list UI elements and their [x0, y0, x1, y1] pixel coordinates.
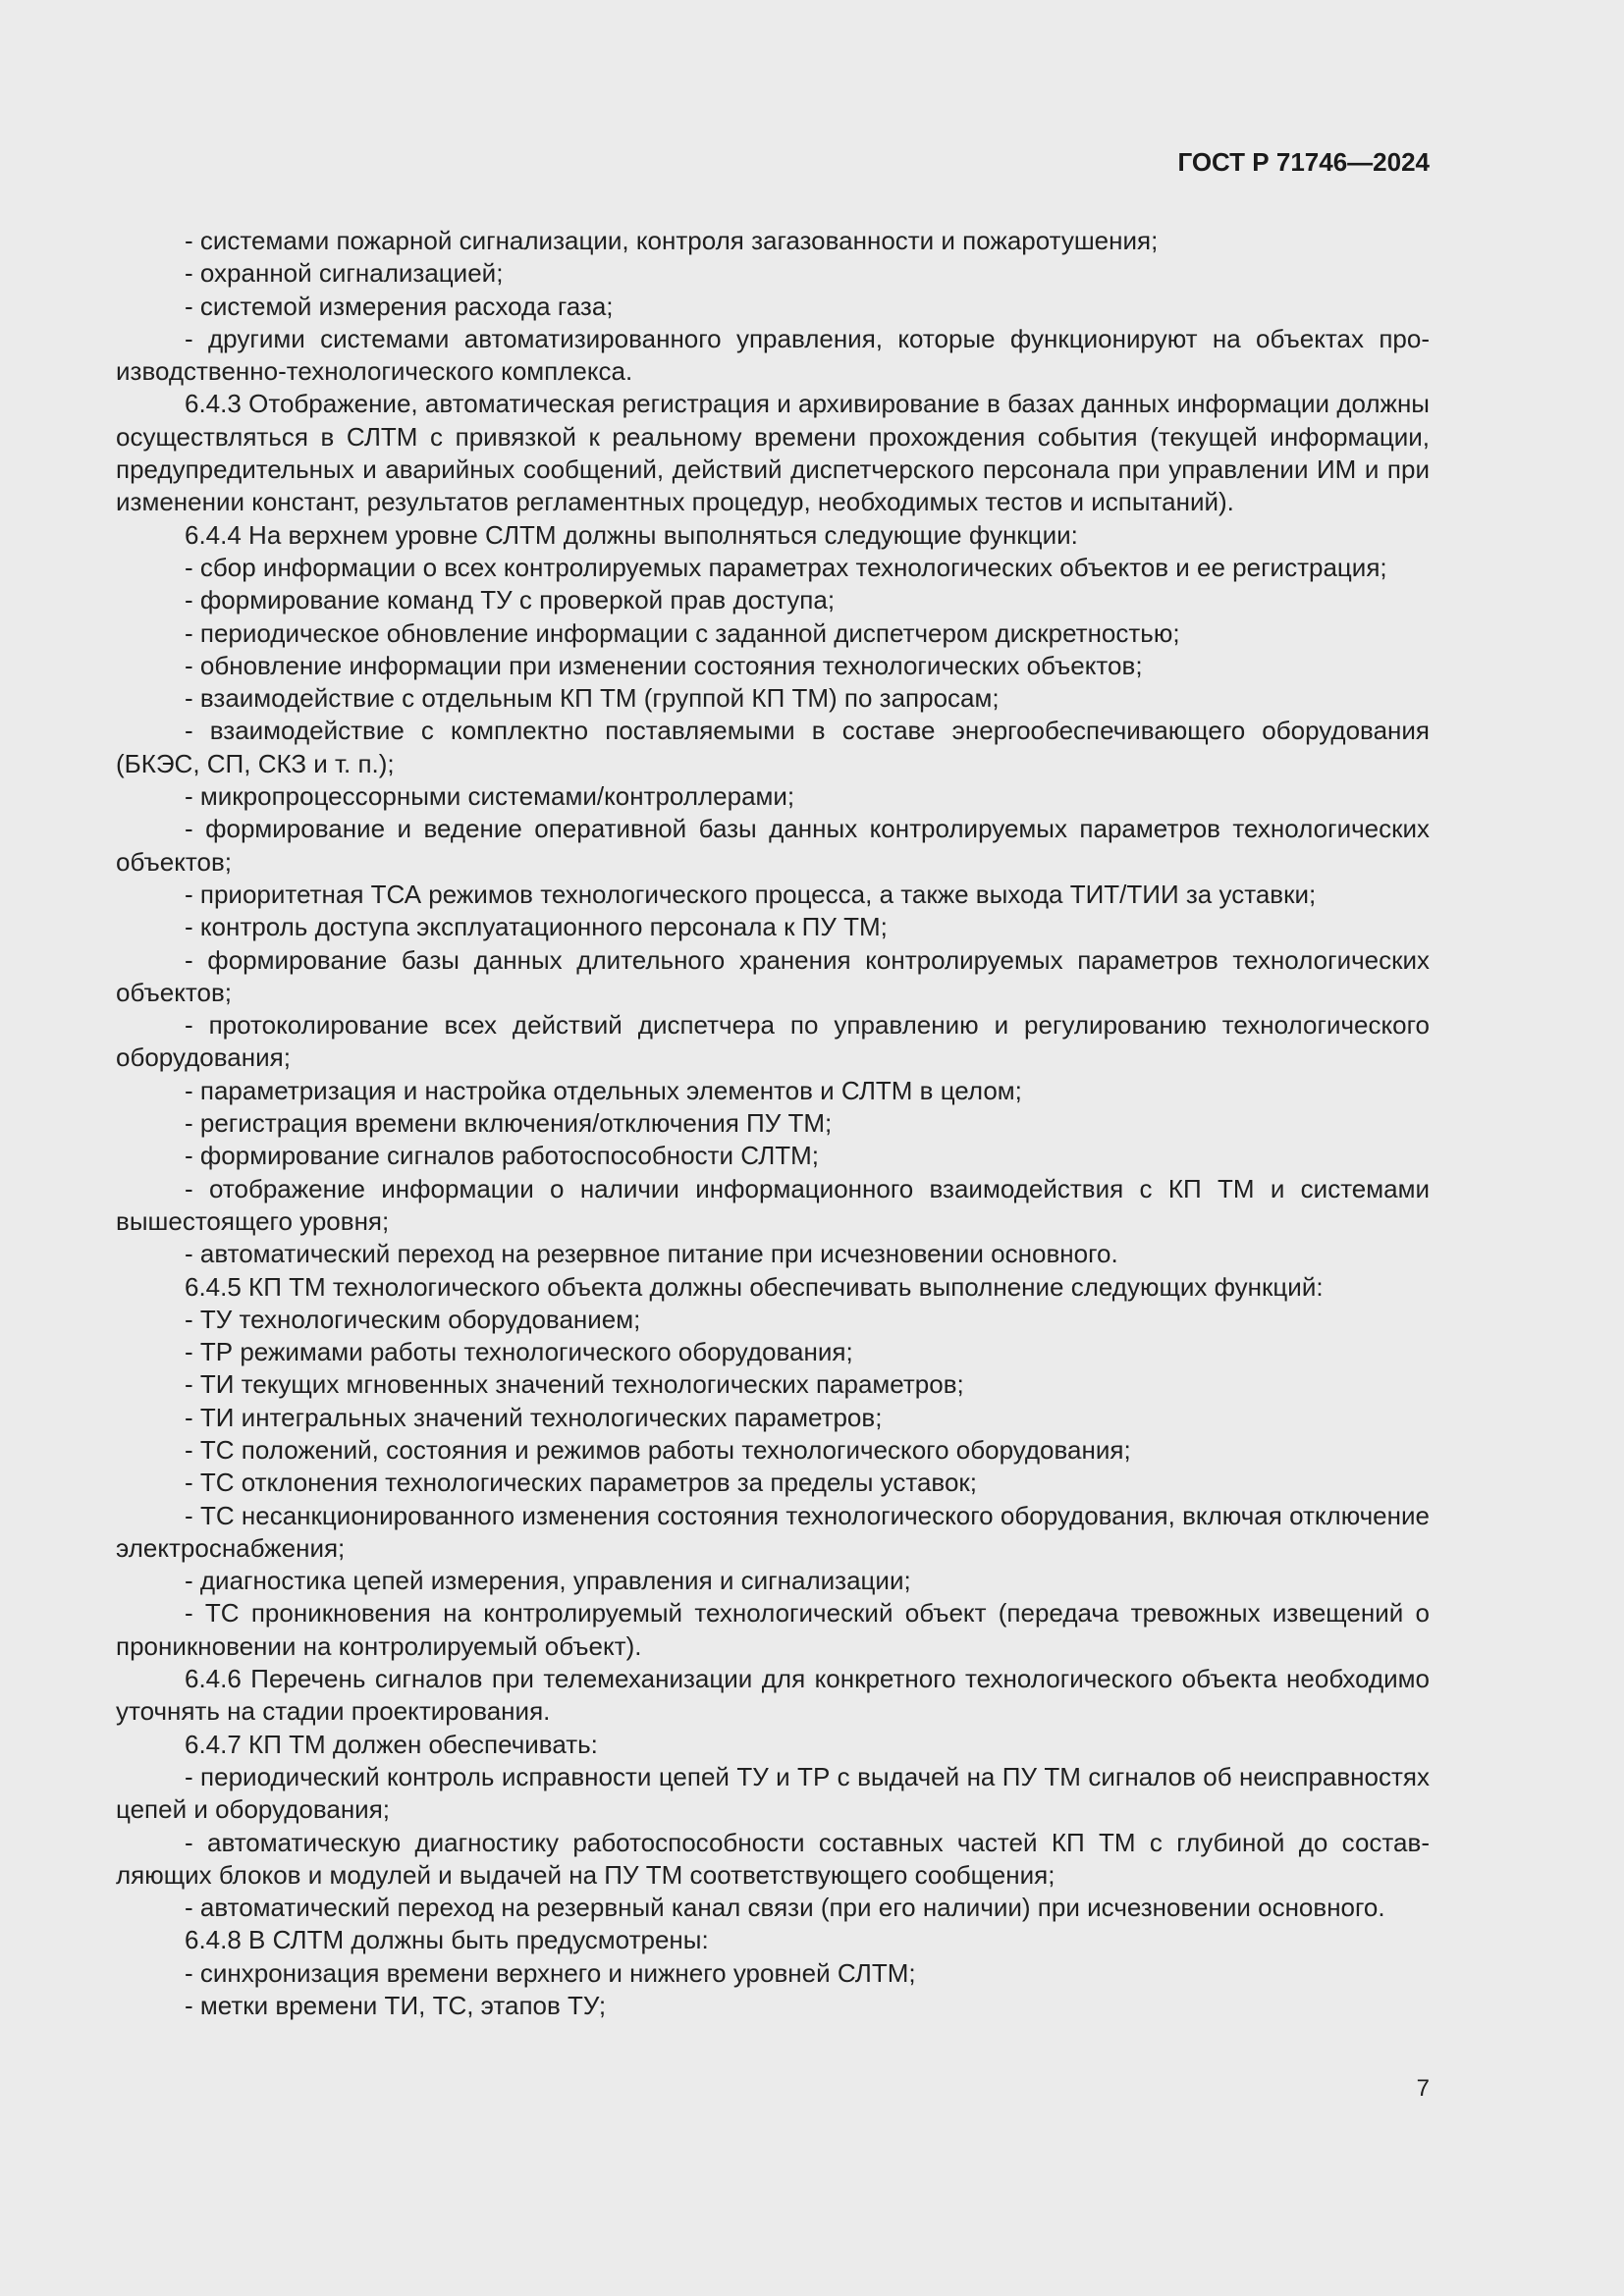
paragraph: - отображение информации о наличии информационного взаимодействия с КП ТМ и системами вышестоящего уровня; [116, 1173, 1430, 1236]
paragraph: - ТИ текущих мгновенных значений технологических параметров; [185, 1369, 964, 1400]
paragraph: - диагностика цепей измерения, управления и сигнализации; [185, 1566, 911, 1596]
paragraph: - микропроцессорными системами/контроллерами; [185, 781, 795, 812]
paragraph: - ТР режимами работы технологического оборудования; [185, 1337, 853, 1367]
paragraph: - периодический контроль исправности цепей ТУ и ТР с выдачей на ПУ ТМ сигналов об неисправностях цепей и оборудования; [116, 1761, 1430, 1825]
paragraph: - системой измерения расхода газа; [185, 291, 614, 321]
page-number: 7 [1416, 2075, 1430, 2102]
paragraph: - ТС проникновения на контролируемый технологический объект (передача тревожных извещений о проникновении на контролируемый объект). [116, 1598, 1430, 1661]
paragraph: - формирование и ведение оперативной базы данных контролируемых параметров технологических объектов; [116, 814, 1430, 877]
paragraph: - автоматическую диагностику работоспособности составных частей КП ТМ с глубиной до составляющих блоков и модулей и выдачей на ПУ ТМ соответствующего сообщения; [116, 1827, 1430, 1890]
paragraph: - формирование сигналов работоспособности СЛТМ; [185, 1141, 820, 1171]
paragraph: - параметризация и настройка отдельных элементов и СЛТМ в целом; [185, 1075, 1022, 1105]
paragraph: - ТС несанкционированного изменения состояния технологического оборудования, включая отключение электроснабжения; [116, 1500, 1430, 1563]
paragraph: - метки времени ТИ, ТС, этапов ТУ; [185, 1991, 607, 2021]
paragraph: 6.4.7 КП ТМ должен обеспечивать: [185, 1729, 598, 1759]
paragraph: 6.4.3 Отображение, автоматическая регистрация и архивирование в базах данных информации должны осуществляться в СЛТМ с привязкой к реальному времени прохождения события (текущей информации, предупредительных и аварийных сообщений, действий диспетчерского персонала при управлении ИМ и при изменении констант, результатов регламентных процедур, необходимых тестов и испытаний). [116, 389, 1430, 517]
paragraph: 6.4.5 КП ТМ технологического объекта должны обеспечивать выполнение следующих функций: [185, 1271, 1324, 1302]
paragraph: 6.4.6 Перечень сигналов при телемеханизации для конкретного технологического объекта необходимо уточнять на стадии проектирования. [116, 1664, 1430, 1727]
paragraph: - автоматический переход на резервное питание при исчезновении основного. [185, 1239, 1118, 1269]
paragraph: - ТС положений, состояния и режимов работы технологического оборудования; [185, 1434, 1131, 1465]
paragraph: - взаимодействие с отдельным КП ТМ (группой КП ТМ) по запросам; [185, 683, 1000, 714]
paragraph: - системами пожарной сигнализации, контроля загазованности и пожаротушения; [185, 226, 1159, 255]
paragraph: 6.4.4 На верхнем уровне СЛТМ должны выполняться следующие функции: [185, 519, 1078, 550]
paragraph: - регистрация времени включения/отключения ПУ ТМ; [185, 1108, 833, 1139]
paragraph: - обновление информации при изменении состояния технологических объектов; [185, 650, 1143, 680]
paragraph: - ТИ интегральных значений технологических параметров; [185, 1402, 883, 1432]
paragraph: - приоритетная ТСА режимов технологического процесса, а также выхода ТИТ/ТИИ за уставки; [185, 879, 1317, 909]
document-body [116, 225, 1430, 2022]
paragraph: - периодическое обновление информации с заданной диспетчером дискретностью; [185, 617, 1180, 648]
document-header: ГОСТ Р 71746—2024 [1177, 147, 1430, 177]
paragraph: - автоматический переход на резервный канал связи (при его наличии) при исчезновении основного. [185, 1893, 1385, 1923]
paragraph: - синхронизация времени верхнего и нижнего уровней СЛТМ; [185, 1957, 916, 1988]
paragraph: - формирование базы данных длительного хранения контролируемых параметров технологических объектов; [116, 944, 1430, 1007]
paragraph: 6.4.8 В СЛТМ должны быть предусмотрены: [185, 1925, 709, 1955]
paragraph: - сбор информации о всех контролируемых параметрах технологических объектов и ее регистрация; [185, 552, 1387, 582]
paragraph: - охранной сигнализацией; [185, 258, 504, 289]
paragraph: - взаимодействие с комплектно поставляемыми в составе энергообеспечивающего оборудования (БКЭС, СП, СКЗ и т. п.); [116, 716, 1430, 778]
paragraph: - контроль доступа эксплуатационного персонала к ПУ ТМ; [185, 912, 888, 942]
paragraph: - ТУ технологическим оборудованием; [185, 1304, 641, 1334]
paragraph: - ТС отклонения технологических параметров за пределы уставок; [185, 1468, 978, 1498]
paragraph: - протоколирование всех действий диспетчера по управлению и регулированию технологического оборудования; [116, 1010, 1430, 1073]
paragraph: - формирование команд ТУ с проверкой прав доступа; [185, 585, 836, 615]
paragraph: - другими системами автоматизированного управления, которые функционируют на объектах производственно-технологического комплекса. [116, 323, 1430, 387]
